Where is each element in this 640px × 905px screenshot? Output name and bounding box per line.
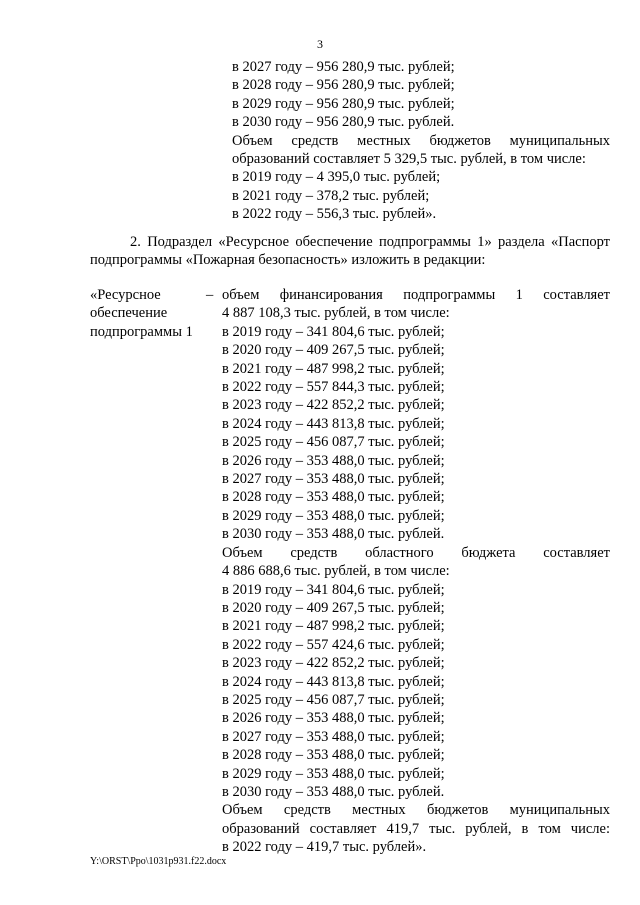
page-number: 3 [317,37,323,51]
local-budget-line: образований составляет 419,7 тыс. рублей, в том числе: [222,820,610,837]
regional-year-line: в 2027 году – 353 488,0 тыс. рублей; [222,728,445,745]
resource-label-line: обеспечение [90,305,168,322]
regional-year-line: в 2029 году – 353 488,0 тыс. рублей; [222,765,445,782]
total-year-line: в 2021 году – 487 998,2 тыс. рублей; [222,360,445,377]
total-year-line: в 2020 году – 409 267,5 тыс. рублей; [222,342,445,359]
total-year-line: в 2023 году – 422 852,2 тыс. рублей; [222,397,445,414]
file-path-footer: Y:\ORST\Ppo\1031p931.f22.docx [90,856,227,867]
top-local-year-line: в 2021 году – 378,2 тыс. рублей; [232,187,430,204]
total-funding-line: 4 887 108,3 тыс. рублей, в том числе: [222,305,450,322]
resource-details [222,286,610,857]
regional-year-line: в 2026 году – 353 488,0 тыс. рублей; [222,710,445,727]
resource-label-line: «Ресурсное [90,287,161,303]
regional-year-line: в 2021 году – 487 998,2 тыс. рублей; [222,618,445,635]
regional-budget-line: 4 886 688,6 тыс. рублей, в том числе: [222,563,450,580]
regional-year-line: в 2022 году – 557 424,6 тыс. рублей; [222,636,445,653]
total-year-line: в 2030 году – 353 488,0 тыс. рублей. [222,526,445,543]
total-year-line: в 2028 году – 353 488,0 тыс. рублей; [222,489,445,506]
total-year-line: в 2022 году – 557 844,3 тыс. рублей; [222,379,445,396]
total-year-line: в 2019 году – 341 804,6 тыс. рублей; [222,323,445,340]
regional-year-line: в 2024 году – 443 813,8 тыс. рублей; [222,673,445,690]
paragraph-line: 2. Подраздел «Ресурсное обеспечение подпрограммы 1» раздела «Паспорт [130,234,610,250]
top-year-line: в 2028 году – 956 280,9 тыс. рублей; [232,77,455,94]
resource-label [90,286,210,341]
regional-year-line: в 2020 году – 409 267,5 тыс. рублей; [222,599,445,616]
regional-year-line: в 2028 году – 353 488,0 тыс. рублей; [222,747,445,764]
total-year-line: в 2029 году – 353 488,0 тыс. рублей; [222,507,445,524]
regional-year-line: в 2019 году – 341 804,6 тыс. рублей; [222,581,445,598]
top-local-budget-line: образований составляет 5 329,5 тыс. рублей, в том числе: [232,151,586,168]
local-budget-line: Объем средств местных бюджетов муниципальных [222,802,610,819]
top-funding-continuation [232,58,610,224]
amendment-paragraph [90,233,610,270]
top-year-line: в 2027 году – 956 280,9 тыс. рублей; [232,59,455,75]
dash-separator: – [206,287,214,303]
total-funding-line: объем финансирования подпрограммы 1 составляет [222,287,610,303]
top-local-budget-line: Объем средств местных бюджетов муниципальных [232,132,610,149]
regional-year-line: в 2025 году – 456 087,7 тыс. рублей; [222,691,445,708]
total-year-line: в 2024 году – 443 813,8 тыс. рублей; [222,415,445,432]
local-year-line: в 2022 году – 419,7 тыс. рублей». [222,839,427,856]
resource-label-line: подпрограммы 1 [90,323,193,340]
regional-year-line: в 2023 году – 422 852,2 тыс. рублей; [222,655,445,672]
regional-budget-line: Объем средств областного бюджета составляет [222,544,610,561]
regional-year-line: в 2030 году – 353 488,0 тыс. рублей. [222,783,445,800]
total-year-line: в 2027 году – 353 488,0 тыс. рублей; [222,471,445,488]
paragraph-line: подпрограммы «Пожарная безопасность» изложить в редакции: [90,252,486,269]
top-local-year-line: в 2019 году – 4 395,0 тыс. рублей; [232,169,441,186]
top-local-year-line: в 2022 году – 556,3 тыс. рублей». [232,206,437,223]
top-year-line: в 2029 году – 956 280,9 тыс. рублей; [232,95,455,112]
total-year-line: в 2025 году – 456 087,7 тыс. рублей; [222,434,445,451]
total-year-line: в 2026 году – 353 488,0 тыс. рублей; [222,452,445,469]
top-year-line: в 2030 году – 956 280,9 тыс. рублей. [232,114,455,131]
